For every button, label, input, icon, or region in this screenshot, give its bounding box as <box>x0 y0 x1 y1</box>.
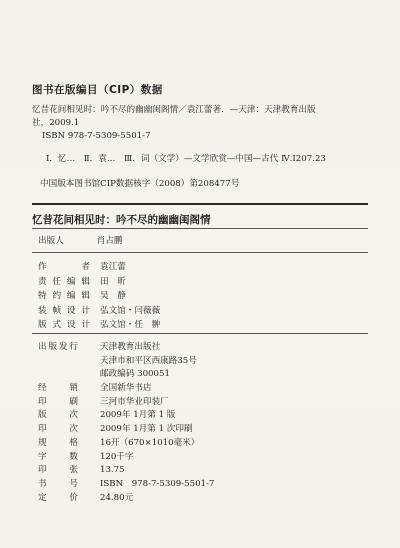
detail-value: 全国新华书店 <box>100 383 152 394</box>
detail-row <box>38 463 214 477</box>
cip-isbn: ISBN 978-7-5309-5501-7 <box>42 131 151 141</box>
cip-number: 中国版本图书馆CIP数据核字（2008）第208477号 <box>40 179 240 189</box>
detail-row <box>38 436 214 450</box>
detail-label: 出版发行 <box>38 342 78 352</box>
detail-value: 2009年 1月第 1 次印刷 <box>100 424 193 435</box>
detail-label: 规 格 <box>38 437 78 448</box>
credit-value: 弘文馆・任 翀 <box>100 320 161 330</box>
credit-row <box>38 289 160 304</box>
credit-row <box>38 318 160 333</box>
cip-entry-line1: 忆昔花间相见时：吟不尽的幽幽闺阁情／袁江蕾著．—天津：天津教育出版 <box>32 105 316 115</box>
detail-row <box>38 422 214 436</box>
book-title: 忆昔花间相见时：吟不尽的幽幽闺阁情 <box>32 214 211 226</box>
detail-value: 24.80元 <box>100 492 134 503</box>
cip-entry-line2: 社，2009.1 <box>32 118 80 128</box>
credit-label: 版式设计 <box>38 320 90 330</box>
cip-classification: Ⅰ．忆… Ⅱ．袁… Ⅲ．词（文学）—文学欣赏—中国—古代 Ⅳ.I207.23 <box>46 154 326 164</box>
detail-row <box>38 477 214 491</box>
detail-row <box>38 408 214 422</box>
detail-value: 13.75 <box>100 465 125 476</box>
detail-value: 天津市和平区西康路35号 <box>100 355 197 366</box>
publisher-person-row <box>38 234 123 246</box>
publisher-person-value: 肖占鹏 <box>96 236 123 246</box>
detail-label: 版 次 <box>38 410 78 421</box>
detail-row <box>38 491 214 505</box>
detail-row <box>38 367 214 381</box>
detail-label: 印 刷 <box>38 396 78 407</box>
credits-block <box>38 260 160 333</box>
detail-label: 印 次 <box>38 424 78 435</box>
publisher-person-label: 出版人 <box>38 236 64 246</box>
detail-value: 16开（670×1010毫米） <box>100 437 200 448</box>
detail-value: 三河市华业印装厂 <box>100 396 169 407</box>
detail-row <box>38 354 214 368</box>
detail-value: 邮政编码 300051 <box>100 369 170 380</box>
detail-label: 定 价 <box>38 492 78 503</box>
rule-credits <box>32 333 368 334</box>
detail-label: 经 销 <box>38 383 78 394</box>
detail-value: 120千字 <box>100 451 134 462</box>
detail-value: 2009年 1月第 1 版 <box>100 410 176 421</box>
details-block <box>38 340 214 504</box>
detail-label: 书 号 <box>38 478 78 489</box>
credit-value: 吴 静 <box>100 291 126 301</box>
cip-entry <box>32 104 372 143</box>
credit-value: 袁江蕾 <box>100 262 126 272</box>
credit-row <box>38 275 160 290</box>
rule-top <box>32 203 368 205</box>
detail-value: 天津教育出版社 <box>100 342 161 352</box>
credit-label: 作 者 <box>38 262 90 272</box>
credit-value: 田 昕 <box>100 276 126 287</box>
rule-publisher <box>32 252 368 253</box>
credit-label: 责任编辑 <box>38 276 90 287</box>
detail-label: 印 张 <box>38 465 78 476</box>
detail-row <box>38 395 214 409</box>
detail-row <box>38 450 214 464</box>
credit-label: 特约编辑 <box>38 291 90 301</box>
rule-title <box>32 228 368 229</box>
credit-row <box>38 304 160 319</box>
credit-row <box>38 260 160 275</box>
credit-value: 弘文馆・闫薇薇 <box>100 305 161 316</box>
detail-row <box>38 340 214 354</box>
detail-label: 字 数 <box>38 451 78 462</box>
cip-heading: 图书在版编目（CIP）数据 <box>32 84 163 96</box>
detail-row <box>38 381 214 395</box>
credit-label: 装帧设计 <box>38 305 90 316</box>
detail-value: ISBN 978-7-5309-5501-7 <box>100 478 215 489</box>
